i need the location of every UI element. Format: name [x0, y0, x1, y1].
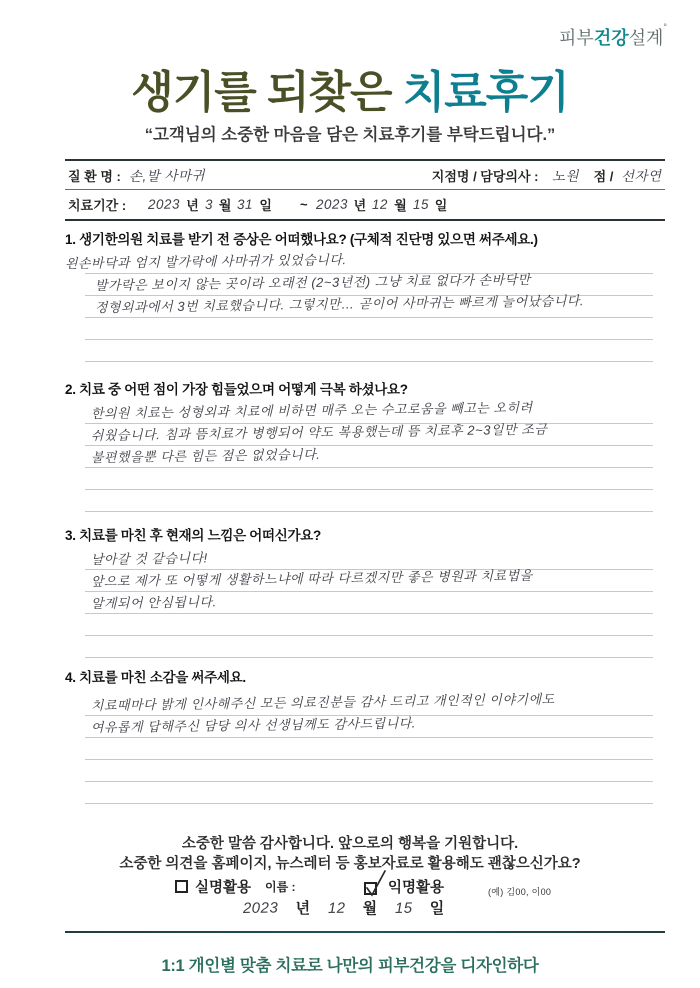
date-day-unit: 일: [429, 900, 445, 917]
answer-line-blank: [85, 760, 653, 782]
footer-divider: [65, 931, 665, 933]
checkbox-anonymous: [364, 878, 381, 895]
answer-line-blank: [85, 782, 653, 804]
logo-part2: 건강: [593, 28, 629, 48]
answer-line-blank: [85, 468, 653, 490]
page-title-accent: 치료후기: [402, 68, 569, 117]
signature-date: [0, 897, 700, 918]
branch-doctor-label: 지점명 / 담당의사 :: [431, 168, 539, 184]
closing-thanks-line: 소중한 말씀 감사합니다. 앞으로의 행복을 기원합니다.: [181, 836, 519, 852]
period-end-month: 12: [371, 196, 389, 212]
year-unit-label-2: 년: [353, 198, 367, 213]
checkbox-real-name-icon: [175, 880, 188, 893]
question-section-1: [65, 228, 665, 362]
year-unit-label: 년: [186, 198, 199, 213]
disease-label: 질 환 명 :: [68, 168, 121, 184]
question-4-answers: [85, 691, 653, 804]
question-1-answers: [64, 252, 653, 362]
answer-line: [85, 446, 653, 468]
period-start-year: 2023: [147, 196, 181, 212]
logo-part3: 설계: [628, 28, 664, 48]
brand-logo: [559, 24, 667, 50]
date-day-handwritten: 15: [394, 899, 413, 917]
handwritten-answer: 날아갈 것 같습니다!: [90, 550, 208, 568]
answer-line-blank: [85, 614, 653, 636]
handwritten-check-icon: [362, 868, 388, 898]
question-1-label: 1. 생기한의원 치료를 받기 전 증상은 어떠했나요? (구체적 진단명 있으면 써주세요.): [65, 232, 538, 247]
handwritten-answer: 쉬웠습니다. 침과 뜸치료가 병행되어 약도 복용했는데 뜸 치료후 2~3일만 조금: [90, 421, 548, 444]
period-label: 치료기간 :: [68, 198, 127, 213]
answer-line: [85, 592, 653, 614]
day-unit-label: 일: [259, 198, 272, 213]
branch-value-handwritten: 노원: [552, 168, 580, 185]
handwritten-answer: 알게되어 안심됩니다.: [90, 594, 217, 612]
page-subtitle: “고객님의 소중한 마음을 담은 치료후기를 부탁드립니다.”: [144, 126, 556, 144]
date-month-unit: 월: [362, 900, 378, 917]
example-note: (예) 김00, 이00: [488, 887, 552, 897]
question-4-label: 4. 치료를 마친 소감을 써주세요.: [65, 670, 246, 685]
info-row-period: [65, 190, 665, 219]
page-title: [0, 56, 700, 120]
day-unit-label-2: 일: [434, 198, 448, 213]
disease-value-handwritten: 손,발 사마귀: [128, 167, 206, 185]
answer-line-blank: [85, 738, 653, 760]
name-field-label: 이름 :: [265, 880, 296, 894]
handwritten-answer: 불편했을뿐 다른 힘든 점은 없었습니다.: [90, 446, 321, 466]
handwritten-answer: 왼손바닥과 엄지 발가락에 사마귀가 있었습니다.: [64, 252, 347, 272]
handwritten-answer: 한의원 치료는 성형외과 치료에 비하면 매주 오는 수고로움을 빼고는 오히려: [90, 399, 533, 422]
anonymous-option: [364, 876, 444, 897]
logo-part1: 피부: [559, 28, 594, 48]
answer-line-blank: [85, 318, 653, 340]
date-year-unit: 년: [295, 900, 311, 917]
question-section-3: [65, 524, 665, 658]
period-start-month: 3: [204, 196, 213, 212]
date-month-handwritten: 12: [327, 899, 346, 917]
question-3-label: 3. 치료를 마친 후 현재의 느낌은 어떠신가요?: [65, 528, 321, 543]
month-unit-label: 월: [218, 198, 232, 213]
period-end-day: 15: [412, 196, 429, 212]
handwritten-answer: 발가락은 보이지 않는 곳이라 오래전 (2~3년전) 그냥 치료 없다가 손바닥만: [94, 271, 531, 294]
answer-line-blank: [85, 340, 653, 362]
real-name-option: [175, 876, 296, 897]
patient-info-table: [65, 159, 665, 221]
answer-line: [85, 716, 653, 738]
answer-line-blank: [85, 490, 653, 512]
logo-degree-mark: °: [663, 22, 667, 32]
month-unit-label-2: 월: [394, 198, 407, 213]
closing-consent-question: 소중한 의견을 홈페이지, 뉴스레터 등 홍보자료로 활용해도 괜찮으신가요?: [119, 856, 581, 872]
answer-line: [85, 293, 653, 318]
handwritten-answer: 앞으로 제가 또 어떻게 생활하느냐에 따라 다르겠지만 좋은 병원과 치료법을: [90, 567, 533, 590]
page-title-plain: 생기를 되찾은: [131, 68, 392, 117]
anonymous-label: 익명활용: [388, 880, 445, 896]
answer-line: [85, 567, 653, 592]
handwritten-answer: 정형외과에서 3번 치료했습니다. 그렇지만… 곧이어 사마귀는 빠르게 늘어났습니다.: [94, 293, 585, 316]
question-2-answers: [85, 399, 653, 512]
question-section-2: [65, 378, 665, 512]
branch-unit-label: 점 /: [593, 168, 614, 184]
handwritten-answer: 치료때마다 밝게 인사해주신 모든 의료진분들 감사 드리고 개인적인 이야기에도: [90, 691, 555, 714]
question-2-label: 2. 치료 중 어떤 점이 가장 힘들었으며 어떻게 극복 하셨나요?: [65, 382, 408, 397]
date-year-handwritten: 2023: [242, 899, 279, 917]
answer-line-blank: [85, 636, 653, 658]
period-start-day: 31: [237, 196, 254, 212]
real-name-label: 실명활용: [195, 880, 252, 896]
handwritten-answer: 여유롭게 답해주신 담당 의사 선생님께도 감사드립니다.: [90, 715, 416, 736]
answer-line: [85, 421, 653, 446]
question-section-4: [65, 666, 665, 804]
info-row-disease: [65, 161, 665, 190]
doctor-value-handwritten: 선자연: [621, 168, 662, 185]
period-end-year: 2023: [315, 196, 348, 212]
footer-slogan: 1:1 개인별 맞춤 치료로 나만의 피부건강을 디자인하다: [161, 957, 539, 975]
period-tilde: ~: [299, 197, 308, 212]
question-3-answers: [85, 548, 653, 658]
